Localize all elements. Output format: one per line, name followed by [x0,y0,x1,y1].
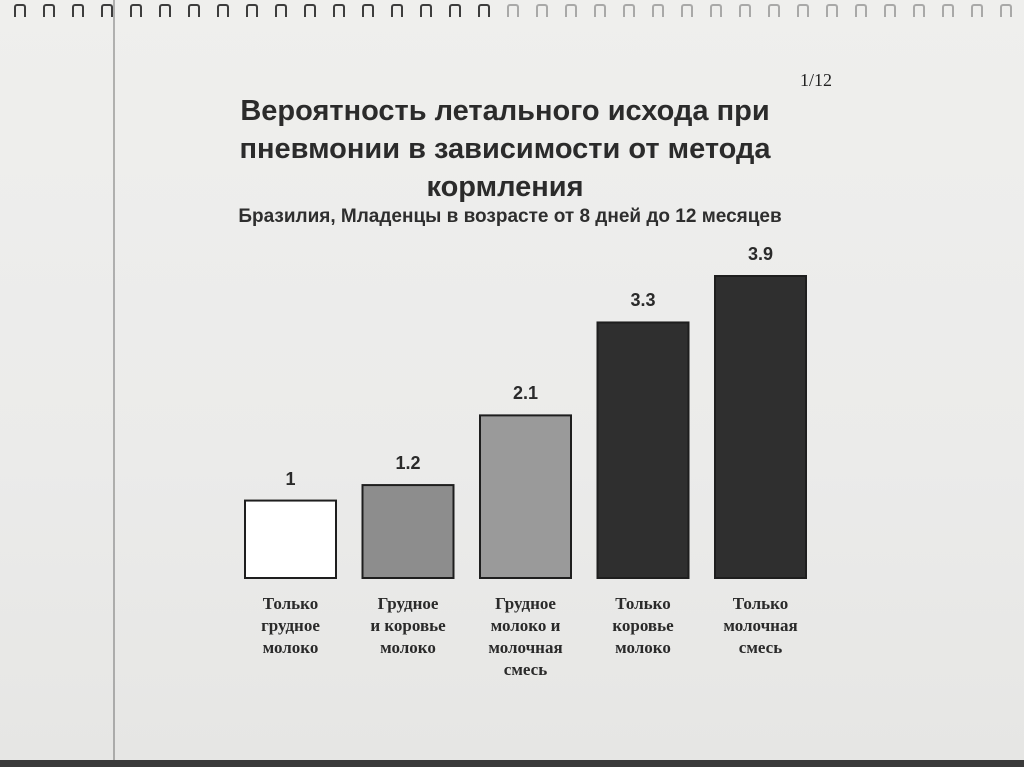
category-label-line: грудное [261,616,320,635]
value-label-1: 1 [285,468,296,489]
bar-3 [480,415,571,578]
page-number: 1/12 [800,70,833,90]
value-label-4: 3.3 [630,290,656,311]
category-label-line: и коровье [370,616,446,635]
bar-4 [598,322,689,578]
category-label-line: Грудное [495,594,556,613]
category-label-line: Только [615,594,671,613]
category-label-line: Только [262,594,319,613]
title-line-1: Вероятность летального исхода при [240,95,770,127]
category-label-line: смесь [503,660,548,679]
category-label-line: молоко [262,638,319,657]
bar-2 [363,485,454,578]
value-label-2: 1.2 [395,453,421,474]
category-label-line: Только [732,594,789,613]
value-label-3: 2.1 [512,383,539,404]
category-label-4 [588,593,698,659]
category-label-line: молочная [723,616,798,635]
value-label-5: 3.9 [747,244,774,264]
category-label-line: коровье [612,616,674,635]
category-label-line: молочная [488,638,563,657]
page-bottom-edge [0,760,1024,767]
title-line-3: кормления [426,171,584,203]
category-label-5 [706,593,816,659]
category-label-line: молоко [380,638,436,657]
category-label-1 [236,593,346,659]
category-label-line: Грудное [377,594,439,613]
bar-1 [245,501,336,578]
category-label-line: молоко и [490,616,561,635]
title-line-2: пневмонии в зависимости от метода [239,133,771,165]
category-label-3 [471,593,581,681]
category-label-2 [353,593,463,659]
chart-subtitle: Бразилия, Младенцы в возрасте от 8 дней до 12 месяцев [238,206,782,227]
category-label-line: смесь [738,638,783,657]
bar-5 [715,276,806,578]
category-label-line: молоко [615,638,671,657]
